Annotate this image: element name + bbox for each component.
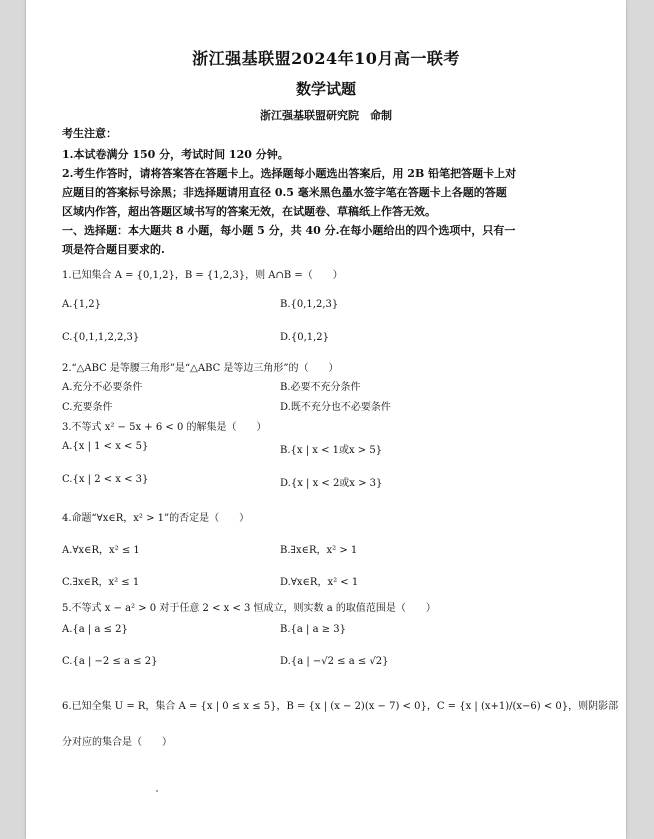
question-5-stem: 5.不等式 x − a² > 0 对于任意 2 < x < 3 恒成立，则实数 a 的取值范围是（ ） xyxy=(62,603,436,614)
notice-line-2a: 2.考生作答时，请将答案答在答题卡上。选择题每小题选出答案后，用 2B 铅笔把答题卡上对 xyxy=(62,167,517,180)
page-title: 浙江强基联盟2024年10月高一联考 xyxy=(192,49,460,68)
section-heading-a: 一、选择题：本大题共 8 小题，每小题 5 分，共 40 分.在每小题给出的四个选项中，只有一 xyxy=(62,224,516,237)
question-2-option-d: D.既不充分也不必要条件 xyxy=(280,402,391,413)
question-6-stem-cont: 分对应的集合是（ ） xyxy=(62,737,172,748)
page-subtitle: 数学试题 xyxy=(295,80,356,98)
question-2-stem: 2.“△ABC 是等腰三角形”是“△ABC 是等边三角形”的（ ） xyxy=(62,363,339,374)
question-4-stem: 4.命题“∀x∈R，x² > 1”的否定是（ ） xyxy=(62,513,250,524)
question-2-option-c: C.充要条件 xyxy=(62,402,113,413)
question-3-option-d: D.{x | x < 2或x > 3} xyxy=(280,478,383,489)
question-4-option-d: D.∀x∈R，x² < 1 xyxy=(280,577,359,588)
notice-heading: 考生注意： xyxy=(62,127,117,140)
question-4-option-b: B.∃x∈R，x² > 1 xyxy=(280,545,358,556)
question-2-option-a: A.充分不必要条件 xyxy=(62,382,143,393)
question-1-option-b: B.{0,1,2,3} xyxy=(280,299,339,310)
question-1-option-a: A.{1,2} xyxy=(62,299,102,310)
question-1-option-c: C.{0,1,1,2,2,3} xyxy=(62,332,140,343)
section-heading-b: 项是符合题目要求的. xyxy=(62,243,165,256)
question-5-option-a: A.{a | a ≤ 2} xyxy=(62,624,128,635)
question-3-option-c: C.{x | 2 < x < 3} xyxy=(62,474,149,485)
exam-page xyxy=(26,0,626,839)
question-3-stem: 3.不等式 x² − 5x + 6 < 0 的解集是（ ） xyxy=(62,422,267,433)
question-1-option-d: D.{0,1,2} xyxy=(280,332,330,343)
question-5-option-d: D.{a | −√2 ≤ a ≤ √2} xyxy=(280,656,389,667)
question-5-option-b: B.{a | a ≥ 3} xyxy=(280,624,347,635)
question-3-option-a: A.{x | 1 < x < 5} xyxy=(62,441,149,452)
notice-line-1: 1.本试卷满分 150 分，考试时间 120 分钟。 xyxy=(62,148,289,161)
question-2-option-b: B.必要不充分条件 xyxy=(280,382,361,393)
notice-line-2b: 应题目的答案标号涂黑；非选择题请用直径 0.5 毫米黑色墨水签字笔在答题卡上各题的答题 xyxy=(62,186,507,199)
question-1-stem: 1.已知集合 A = {0,1,2}，B = {1,2,3}，则 A∩B =（ ） xyxy=(62,270,343,281)
question-5-option-c: C.{a | −2 ≤ a ≤ 2} xyxy=(62,656,158,667)
scan-speck xyxy=(156,790,158,792)
author-line: 浙江强基联盟研究院 命制 xyxy=(260,109,392,122)
question-4-option-c: C.∃x∈R，x² ≤ 1 xyxy=(62,577,140,588)
notice-line-2c: 区域内作答，超出答题区域书写的答案无效，在试题卷、草稿纸上作答无效。 xyxy=(62,205,436,218)
question-6-stem: 6.已知全集 U = R，集合 A = {x | 0 ≤ x ≤ 5}，B = {x | (x − 2)(x − 7) < 0}，C = {x | (x+1)/(x−6) < 0}，则阴影部 xyxy=(62,701,619,712)
question-3-option-b: B.{x | x < 1或x > 5} xyxy=(280,445,383,456)
question-4-option-a: A.∀x∈R，x² ≤ 1 xyxy=(62,545,140,556)
